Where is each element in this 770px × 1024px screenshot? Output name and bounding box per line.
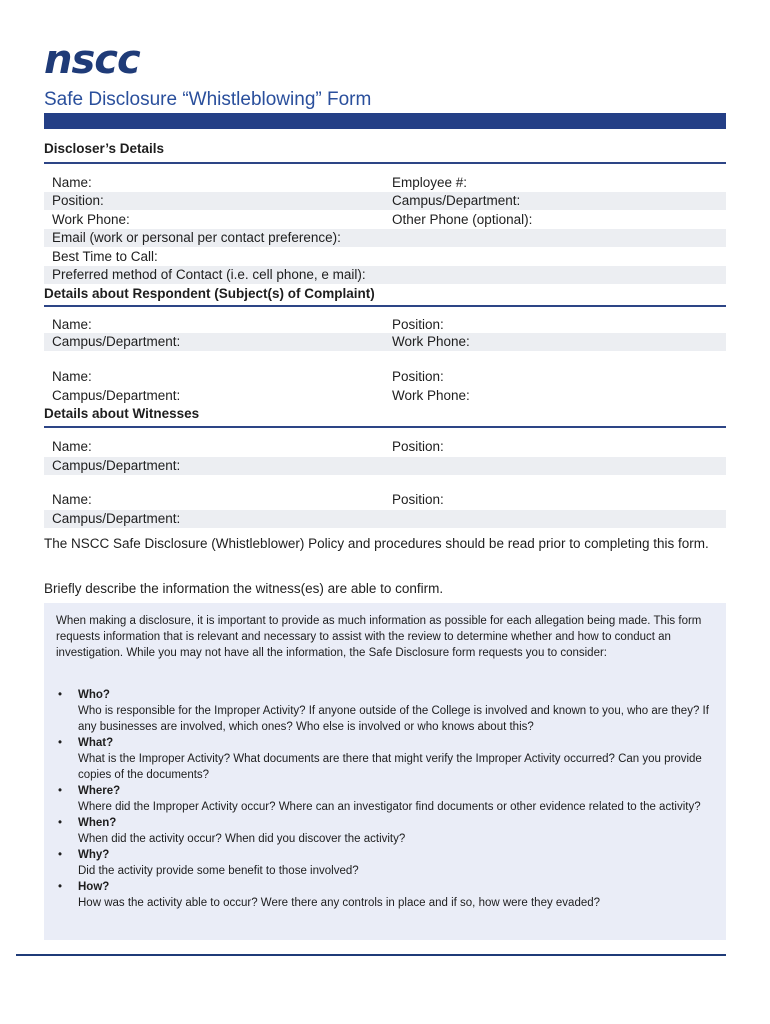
guidance-question: Who? — [78, 689, 110, 701]
guidance-box — [44, 603, 726, 940]
field-best-time-label: Best Time to Call: — [52, 249, 158, 264]
field-work-phone-label: Work Phone: — [52, 212, 130, 227]
guidance-answer: Did the activity provide some benefit to those involved? — [78, 865, 359, 877]
guidance-list — [56, 687, 716, 911]
field-position-label: Position: — [52, 193, 104, 208]
discloser-heading: Discloser’s Details — [44, 141, 165, 156]
field-campus-department-label: Campus/Department: — [52, 334, 181, 349]
nscc-logo: nscc — [44, 37, 140, 83]
witness-row — [44, 510, 726, 528]
field-name-label: Name: — [52, 439, 92, 454]
field-contact-method-label: Preferred method of Contact (i.e. cell phone, e mail): — [52, 267, 366, 282]
respondent-row — [44, 387, 726, 405]
field-campus-department-label: Campus/Department: — [52, 458, 181, 473]
field-other-phone-label: Other Phone (optional): — [392, 212, 533, 227]
bullet-icon: • — [58, 737, 63, 749]
guidance-item-where — [56, 783, 716, 815]
field-name-label: Name: — [52, 317, 92, 332]
respondent-row — [44, 368, 726, 386]
field-position-label: Position: — [392, 492, 444, 507]
policy-note: The NSCC Safe Disclosure (Whistleblower) Policy and procedures should be read prior to completing this form. — [44, 536, 709, 551]
bullet-icon: • — [58, 785, 63, 797]
witness-row — [44, 457, 726, 475]
discloser-row — [44, 211, 726, 229]
field-campus-department-label: Campus/Department: — [52, 511, 181, 526]
field-work-phone-label: Work Phone: — [392, 334, 470, 349]
respondent-rule — [44, 305, 726, 307]
bullet-icon: • — [58, 881, 63, 893]
discloser-row — [44, 192, 726, 210]
guidance-item-who — [56, 687, 716, 735]
discloser-row — [44, 229, 726, 247]
discloser-row — [44, 174, 726, 192]
field-campus-department-label: Campus/Department: — [392, 193, 521, 208]
guidance-answer: How was the activity able to occur? Were there any controls in place and if so, how were they evaded? — [78, 897, 601, 909]
guidance-answer: Who is responsible for the Improper Activity? If anyone outside of the College is involved and known to you, who are they? If any businesses are involved, which ones? Who else is involved or who knows about this? — [78, 705, 709, 733]
bullet-icon: • — [58, 689, 63, 701]
field-work-phone-label: Work Phone: — [392, 388, 470, 403]
respondent-heading: Details about Respondent (Subject(s) of Complaint) — [44, 286, 375, 301]
guidance-item-how — [56, 879, 716, 911]
field-position-label: Position: — [392, 317, 444, 332]
form-title: Safe Disclosure “Whistleblowing” Form — [44, 89, 372, 110]
field-campus-department-label: Campus/Department: — [52, 388, 181, 403]
bottom-rule — [16, 954, 726, 956]
guidance-question: Where? — [78, 785, 121, 797]
witness-row — [44, 491, 726, 509]
field-email-label: Email (work or personal per contact preference): — [52, 230, 341, 245]
guidance-question: What? — [78, 737, 114, 749]
discloser-rule — [44, 162, 726, 164]
bullet-icon: • — [58, 817, 63, 829]
guidance-question: When? — [78, 817, 117, 829]
discloser-row — [44, 266, 726, 284]
guidance-answer: What is the Improper Activity? What documents are there that might verify the Improper Activity occurred? Can you provide copies of the documents? — [78, 753, 702, 781]
respondent-row — [44, 316, 726, 334]
guidance-question: How? — [78, 881, 110, 893]
witnesses-heading: Details about Witnesses — [44, 406, 200, 421]
witnesses-rule — [44, 426, 726, 428]
bullet-icon: • — [58, 849, 63, 861]
respondent-row — [44, 333, 726, 351]
title-bar — [44, 113, 726, 129]
guidance-question: Why? — [78, 849, 110, 861]
field-name-label: Name: — [52, 175, 92, 190]
discloser-row — [44, 248, 726, 266]
witness-row — [44, 438, 726, 456]
field-name-label: Name: — [52, 369, 92, 384]
guidance-item-what — [56, 735, 716, 783]
guidance-intro: When making a disclosure, it is important to provide as much information as possible for each allegation being made. This form requests information that is relevant and necessary to assist with the review to determine whether and how to conduct an investigation. While you may not have all the information, the Safe Disclosure form requests you to consider: — [56, 615, 702, 659]
field-position-label: Position: — [392, 439, 444, 454]
guidance-item-when — [56, 815, 716, 847]
field-position-label: Position: — [392, 369, 444, 384]
guidance-answer: When did the activity occur? When did you discover the activity? — [78, 833, 406, 845]
guidance-answer: Where did the Improper Activity occur? Where can an investigator find documents or other evidence related to the activity? — [78, 801, 701, 813]
describe-prompt: Briefly describe the information the witness(es) are able to confirm. — [44, 581, 444, 596]
field-employee-number-label: Employee #: — [392, 175, 468, 190]
guidance-item-why — [56, 847, 716, 879]
field-name-label: Name: — [52, 492, 92, 507]
